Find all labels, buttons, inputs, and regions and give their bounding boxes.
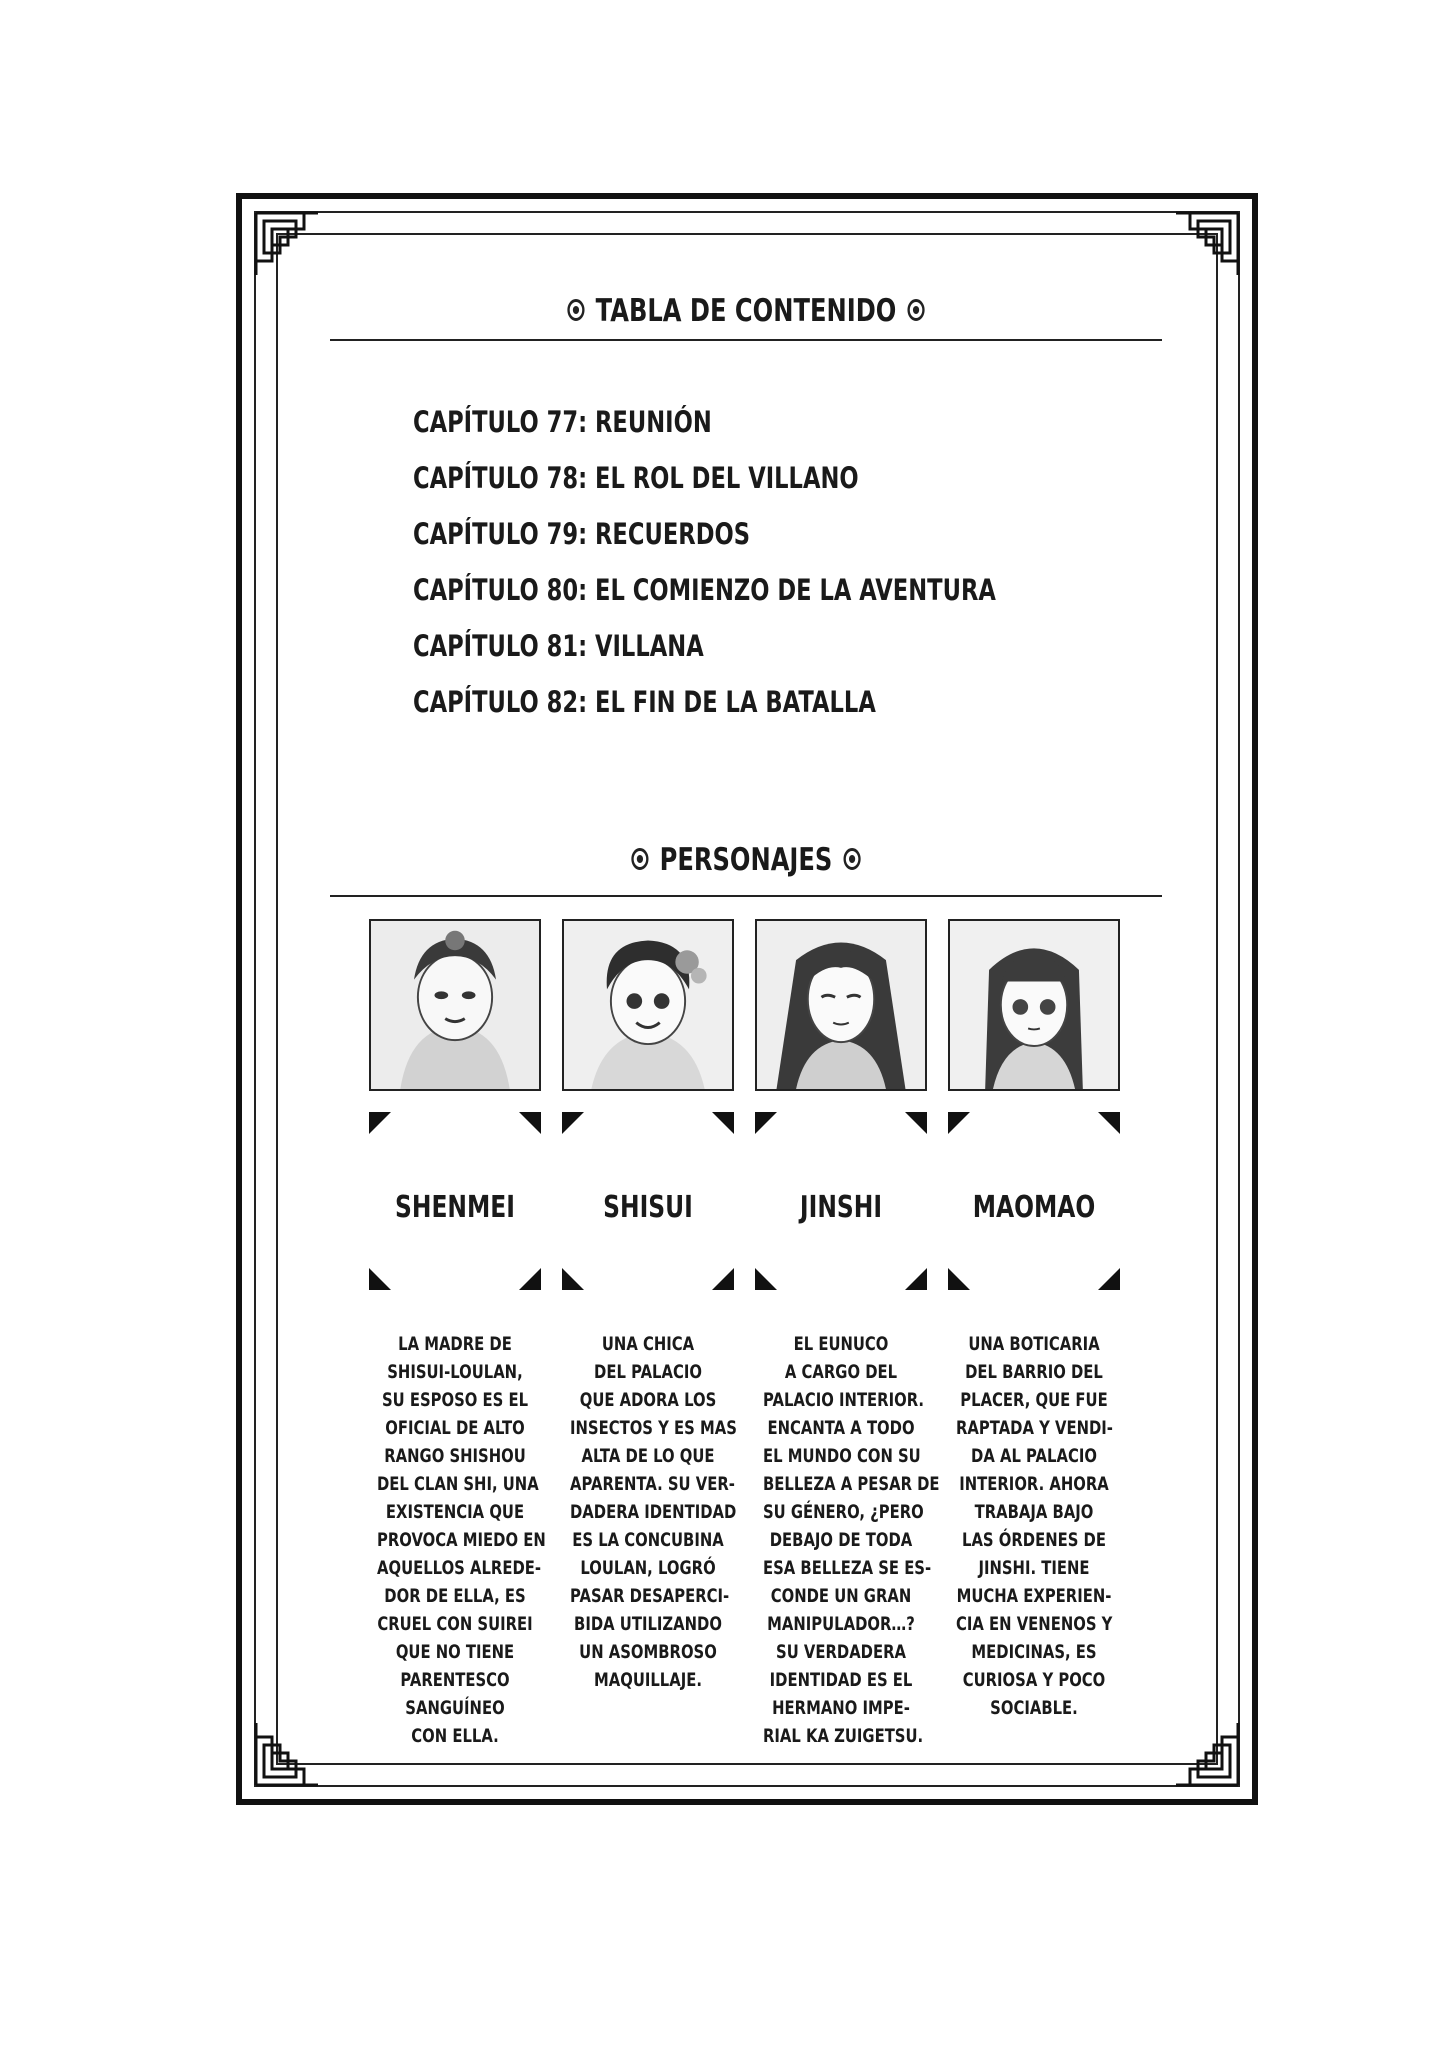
description-line: JINSHI. TIENE: [978, 1557, 1090, 1579]
corner-ornament-top-right: [1172, 209, 1242, 279]
chapter-item: CAPÍTULO 80: EL COMIENZO DE LA AVENTURA: [413, 573, 996, 607]
description-line: QUE NO TIENE: [395, 1641, 515, 1663]
character-name-shisui: SHISUI: [603, 1190, 693, 1225]
character-description-shisui: [548, 1330, 748, 1694]
character-name-shenmei: SHENMEI: [395, 1190, 515, 1225]
description-line: SU VERDADERA: [776, 1641, 906, 1663]
toc-divider: [330, 339, 1162, 341]
description-line: MEDICINAS, ES: [971, 1641, 1097, 1663]
description-line: DEL BARRIO DEL: [965, 1361, 1103, 1383]
description-line: ESA BELLEZA SE ES-: [763, 1557, 932, 1579]
bracket-triangle-icon: [1098, 1268, 1120, 1290]
portrait-maomao: [948, 919, 1120, 1091]
description-line: IDENTIDAD ES EL: [769, 1669, 913, 1691]
description-line: EXISTENCIA QUE: [385, 1501, 525, 1523]
bracket-triangle-icon: [562, 1268, 584, 1290]
characters-heading: [422, 842, 1071, 878]
description-line: A CARGO DEL: [784, 1361, 898, 1383]
portrait-shenmei: [369, 919, 541, 1091]
description-line: PROVOCA MIEDO EN: [377, 1529, 546, 1551]
characters-divider: [330, 895, 1162, 897]
description-line: UN ASOMBROSO: [579, 1641, 717, 1663]
bracket-triangle-icon: [562, 1112, 584, 1134]
circle-ornament-icon: [568, 299, 585, 321]
bracket-triangle-icon: [519, 1268, 541, 1290]
bracket-triangle-icon: [755, 1112, 777, 1134]
bracket-triangle-icon: [712, 1112, 734, 1134]
character-name-maomao: MAOMAO: [972, 1190, 1096, 1225]
bracket-triangle-icon: [519, 1112, 541, 1134]
description-line: RAPTADA Y VENDI-: [956, 1417, 1113, 1439]
corner-ornament-top-left: [252, 209, 322, 279]
bracket-triangle-icon: [1098, 1112, 1120, 1134]
corner-ornament-bottom-left: [252, 1719, 322, 1789]
description-line: BIDA UTILIZANDO: [574, 1613, 722, 1635]
description-line: DEL PALACIO: [594, 1361, 702, 1383]
description-line: MAQUILLAJE.: [593, 1669, 702, 1691]
description-line: HERMANO IMPE-: [772, 1697, 910, 1719]
toc-heading: [422, 293, 1071, 329]
description-line: PALACIO INTERIOR.: [763, 1389, 925, 1411]
toc-title: TABLA DE CONTENIDO: [595, 293, 897, 329]
description-line: ALTA DE LO QUE: [581, 1445, 715, 1467]
description-line: DEL CLAN SHI, UNA: [377, 1473, 539, 1495]
circle-ornament-icon: [907, 299, 924, 321]
description-line: SU GÉNERO, ¿PERO: [763, 1501, 924, 1523]
description-line: CONDE UN GRAN: [770, 1585, 912, 1607]
bracket-triangle-icon: [948, 1268, 970, 1290]
description-line: DOR DE ELLA, ES: [384, 1585, 526, 1607]
description-line: CRUEL CON SUIREI: [377, 1613, 533, 1635]
bracket-triangle-icon: [369, 1112, 391, 1134]
circle-ornament-icon: [632, 848, 649, 870]
description-line: SHISUI-LOULAN,: [387, 1361, 523, 1383]
bracket-triangle-icon: [712, 1268, 734, 1290]
description-line: LAS ÓRDENES DE: [962, 1529, 1106, 1551]
description-line: DADERA IDENTIDAD: [570, 1501, 737, 1523]
description-line: QUE ADORA LOS: [579, 1389, 717, 1411]
description-line: UNA CHICA: [601, 1333, 695, 1355]
description-line: INSECTOS Y ES MAS: [570, 1417, 737, 1439]
description-line: PARENTESCO: [400, 1669, 510, 1691]
bracket-triangle-icon: [905, 1112, 927, 1134]
character-description-maomao: [934, 1330, 1134, 1722]
bracket-triangle-icon: [905, 1268, 927, 1290]
description-line: DEBAJO DE TODA: [769, 1529, 913, 1551]
chapter-item: CAPÍTULO 78: EL ROL DEL VILLANO: [413, 461, 859, 495]
chapter-list: [413, 398, 1160, 734]
portrait-shisui: [562, 919, 734, 1091]
description-line: LOULAN, LOGRÓ: [580, 1557, 716, 1579]
description-line: CON ELLA.: [411, 1725, 499, 1747]
description-line: AQUELLOS ALREDE-: [377, 1557, 542, 1579]
description-line: RIAL KA ZUIGETSU.: [763, 1725, 924, 1747]
description-line: PASAR DESAPERCI-: [570, 1585, 730, 1607]
description-line: INTERIOR. AHORA: [959, 1473, 1109, 1495]
description-line: APARENTA. SU VER-: [570, 1473, 735, 1495]
description-line: SU ESPOSO ES EL: [381, 1389, 529, 1411]
corner-ornament-bottom-right: [1172, 1719, 1242, 1789]
character-description-jinshi: [741, 1330, 941, 1750]
character-name-jinshi: JINSHI: [799, 1190, 883, 1225]
chapter-item: CAPÍTULO 79: RECUERDOS: [413, 517, 751, 551]
bracket-triangle-icon: [369, 1268, 391, 1290]
character-description-shenmei: [355, 1330, 555, 1750]
chapter-item: CAPÍTULO 77: REUNIÓN: [413, 405, 712, 439]
chapter-item: CAPÍTULO 82: EL FIN DE LA BATALLA: [413, 685, 876, 719]
circle-ornament-icon: [843, 848, 860, 870]
description-line: SANGUÍNEO: [405, 1697, 505, 1719]
description-line: ES LA CONCUBINA: [572, 1529, 724, 1551]
description-line: EL EUNUCO: [793, 1333, 889, 1355]
description-line: BELLEZA A PESAR DE: [763, 1473, 940, 1495]
description-line: CURIOSA Y POCO: [962, 1669, 1106, 1691]
description-line: ENCANTA A TODO: [767, 1417, 915, 1439]
portrait-jinshi: [755, 919, 927, 1091]
characters-title: PERSONAJES: [659, 842, 833, 878]
description-line: EL MUNDO CON SU: [763, 1445, 921, 1467]
description-line: PLACER, QUE FUE: [960, 1389, 1108, 1411]
description-line: RANGO SHISHOU: [384, 1445, 526, 1467]
chapter-item: CAPÍTULO 81: VILLANA: [413, 629, 704, 663]
description-line: CIA EN VENENOS Y: [956, 1613, 1113, 1635]
bracket-triangle-icon: [948, 1112, 970, 1134]
description-line: UNA BOTICARIA: [968, 1333, 1100, 1355]
description-line: TRABAJA BAJO: [974, 1501, 1094, 1523]
description-line: OFICIAL DE ALTO: [385, 1417, 525, 1439]
description-line: DA AL PALACIO: [971, 1445, 1097, 1467]
bracket-triangle-icon: [755, 1268, 777, 1290]
description-line: LA MADRE DE: [398, 1333, 512, 1355]
description-line: SOCIABLE.: [990, 1697, 1078, 1719]
description-line: MUCHA EXPERIEN-: [956, 1585, 1112, 1607]
description-line: MANIPULADOR…?: [767, 1613, 915, 1635]
